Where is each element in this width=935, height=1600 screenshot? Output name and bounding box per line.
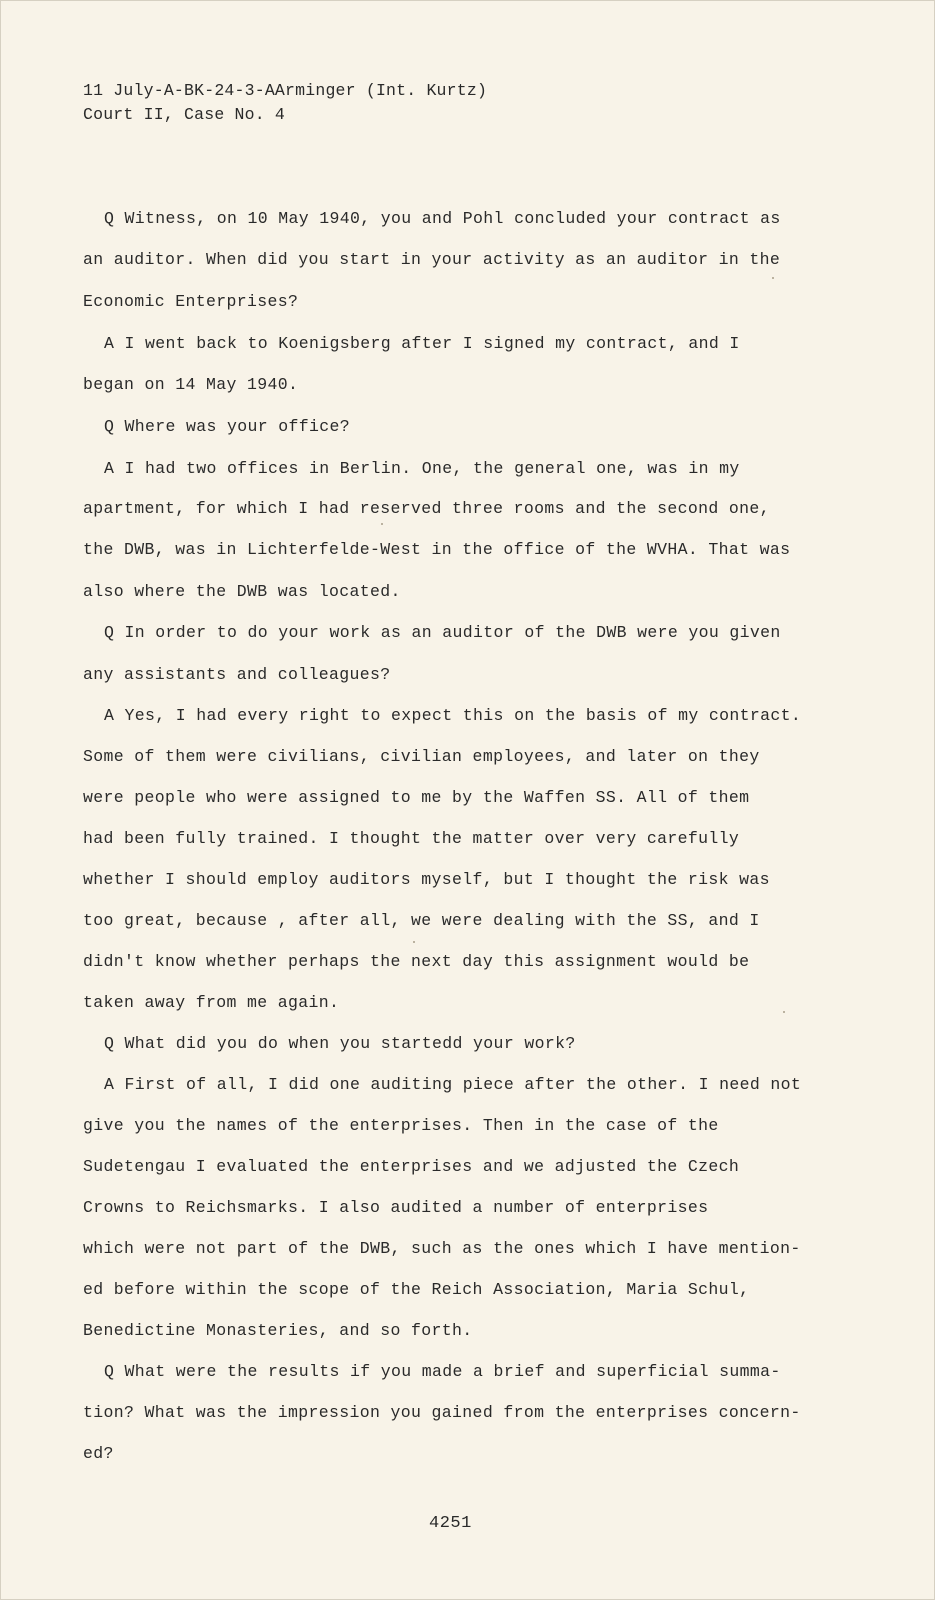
text-line: too great, because , after all, we were dealing with the SS, and I xyxy=(83,911,760,930)
text-line: Economic Enterprises? xyxy=(83,292,299,311)
text-line: taken away from me again. xyxy=(83,993,340,1012)
paper-speck xyxy=(772,277,774,279)
text-line: give you the names of the enterprises. Then in the case of the xyxy=(83,1116,719,1135)
page-number: 4251 xyxy=(429,1514,472,1533)
text-line: Q Where was your office? xyxy=(104,417,351,436)
text-line: A First of all, I did one auditing piece after the other. I need not xyxy=(104,1075,802,1094)
text-line: Benedictine Monasteries, and so forth. xyxy=(83,1321,473,1340)
text-line: which were not part of the DWB, such as the ones which I have mention- xyxy=(83,1239,801,1258)
header-court-case: Court II, Case No. 4 xyxy=(83,105,286,124)
text-line: whether I should employ auditors myself, but I thought the risk was xyxy=(83,870,770,889)
text-line: had been fully trained. I thought the matter over very carefully xyxy=(83,829,740,848)
text-line: ed before within the scope of the Reich Association, Maria Schul, xyxy=(83,1280,750,1299)
header-reference: 11 July-A-BK-24-3-AArminger (Int. Kurtz) xyxy=(83,81,488,100)
text-line: A I had two offices in Berlin. One, the general one, was in my xyxy=(104,459,740,478)
text-line: Sudetengau I evaluated the enterprises and we adjusted the Czech xyxy=(83,1157,740,1176)
paper-speck xyxy=(413,941,415,943)
paper-speck xyxy=(381,523,383,525)
paper-speck xyxy=(783,1011,785,1013)
text-line: Q Witness, on 10 May 1940, you and Pohl concluded your contract as xyxy=(104,209,781,228)
text-line: A I went back to Koenigsberg after I signed my contract, and I xyxy=(104,334,740,353)
text-line: were people who were assigned to me by the Waffen SS. All of them xyxy=(83,788,750,807)
text-line: Some of them were civilians, civilian employees, and later on they xyxy=(83,747,760,766)
text-line: also where the DWB was located. xyxy=(83,582,401,601)
text-line: any assistants and colleagues? xyxy=(83,665,391,684)
text-line: Q In order to do your work as an auditor of the DWB were you given xyxy=(104,623,781,642)
text-line: Q What were the results if you made a brief and superficial summa- xyxy=(104,1362,781,1381)
text-line: ed? xyxy=(83,1444,114,1463)
text-line: an auditor. When did you start in your activity as an auditor in the xyxy=(83,250,781,269)
text-line: tion? What was the impression you gained from the enterprises concern- xyxy=(83,1403,801,1422)
text-line: didn't know whether perhaps the next day this assignment would be xyxy=(83,952,750,971)
text-line: began on 14 May 1940. xyxy=(83,375,299,394)
document-header xyxy=(83,79,487,127)
text-line: A Yes, I had every right to expect this on the basis of my contract. xyxy=(104,706,802,725)
text-line: the DWB, was in Lichterfelde-West in the office of the WVHA. That was xyxy=(83,540,791,559)
text-line: apartment, for which I had reserved three rooms and the second one, xyxy=(83,499,770,518)
text-line: Q What did you do when you startedd your work? xyxy=(104,1034,576,1053)
text-line: Crowns to Reichsmarks. I also audited a number of enterprises xyxy=(83,1198,709,1217)
